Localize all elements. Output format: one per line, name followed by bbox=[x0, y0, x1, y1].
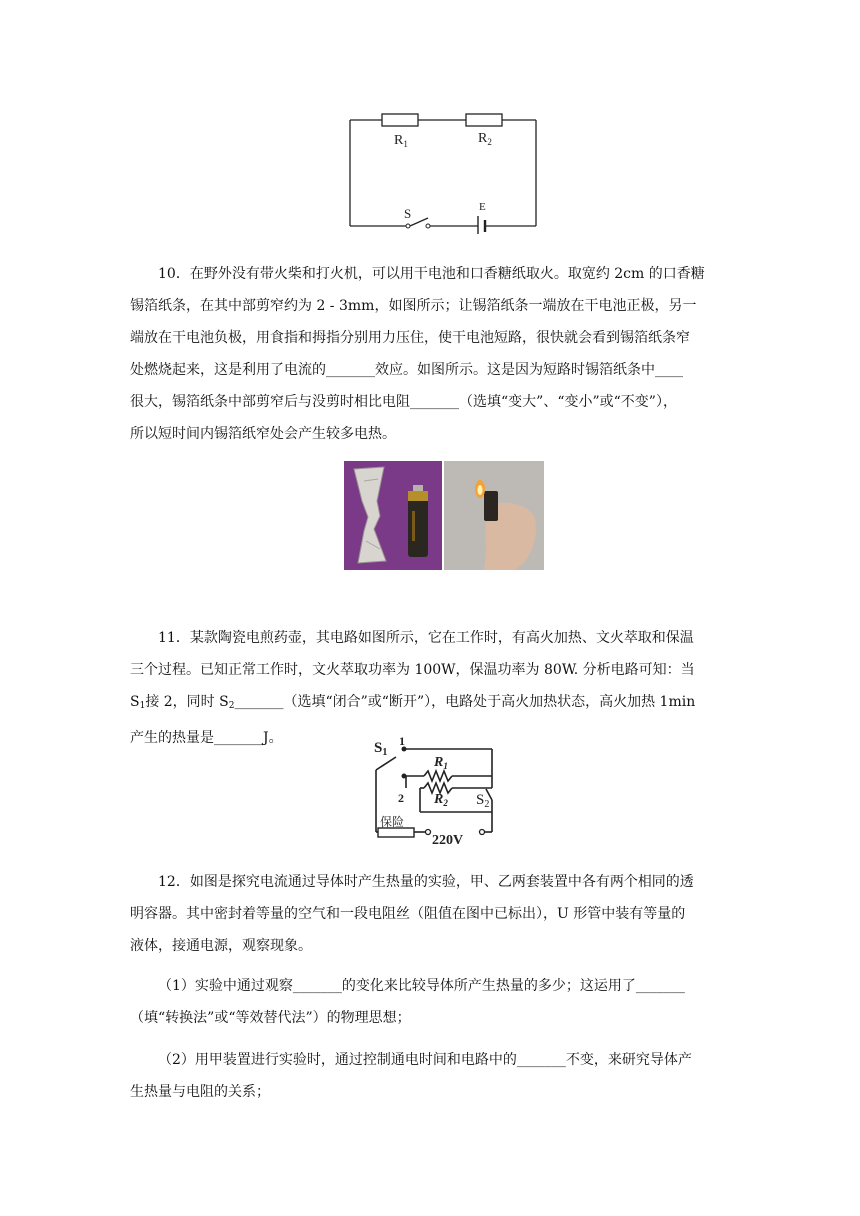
q10-line-6: 所以短时间内锡箔纸窄处会产生较多电热。 bbox=[130, 426, 396, 442]
fuse-label: 保险 bbox=[380, 815, 405, 829]
q12-part-2 bbox=[130, 1044, 730, 1108]
node-2-label: 2 bbox=[398, 791, 404, 805]
q12-line-2: 明容器。其中密封着等量的空气和一段电阻丝（阻值在图中已标出），U 形管中装有等量的 bbox=[130, 906, 686, 922]
r1-label: $R_1$ bbox=[434, 755, 448, 771]
foil-strip-image bbox=[344, 461, 442, 570]
q10-line-5: 很大，锡箔纸条中部剪窄后与没剪时相比电阻_______（选填“变大”、“变小”或“不变”）， bbox=[130, 394, 677, 410]
burning-foil-image bbox=[444, 461, 544, 570]
series-circuit-diagram bbox=[340, 106, 550, 234]
q10-line-2: 锡箔纸条，在其中部剪窄约为 2 - 3mm，如图所示；让锡箔纸条一端放在干电池正极，另一 bbox=[130, 298, 697, 314]
q12-part-1-line-1: （1）实验中通过观察_______的变化来比较导体所产生热量的多少；这运用了_______ bbox=[158, 978, 685, 994]
question-12 bbox=[130, 866, 730, 962]
q10-line-3: 端放在干电池负极，用食指和拇指分别用力压住，使干电池短路，很快就会看到锡箔纸条窄 bbox=[130, 330, 690, 346]
node-1-label: 1 bbox=[399, 734, 405, 748]
q12-line-1: 12．如图是探究电流通过导体时产生热量的实验，甲、乙两套装置中各有两个相同的透 bbox=[158, 874, 694, 890]
r2-label: $R_2$ bbox=[478, 131, 492, 147]
q11-line-2: 三个过程。已知正常工作时，文火萃取功率为 100W，保温功率为 80W. 分析电路可知：当 bbox=[130, 662, 695, 678]
node-2-dot bbox=[402, 774, 407, 779]
s1-label: $S_1$ bbox=[374, 740, 388, 758]
voltage-label: 220V bbox=[432, 833, 464, 848]
q11-line-1: 11．某款陶瓷电煎药壶，其电路如图所示，它在工作时，有高火加热、文火萃取和保温 bbox=[158, 630, 694, 646]
q11-line-4: 产生的热量是_______J。 bbox=[130, 730, 283, 746]
r2-label: $R_2$ bbox=[434, 792, 448, 808]
q12-part-2-line-2: 生热量与电阻的关系； bbox=[130, 1084, 270, 1100]
q10-line-4: 处燃烧起来，这是利用了电流的_______效应。如图所示。这是因为短路时锡箔纸条中____ bbox=[130, 362, 683, 378]
switch-contact-right bbox=[426, 224, 430, 228]
r1-label: $R_1$ bbox=[394, 133, 408, 149]
battery-label: E bbox=[479, 201, 486, 213]
battery-symbol bbox=[478, 216, 485, 234]
question-10 bbox=[130, 258, 730, 450]
foil-and-battery-photo bbox=[344, 461, 442, 570]
supply-terminal-left bbox=[426, 830, 431, 835]
resistor-r2-symbol bbox=[466, 114, 502, 126]
s2-label: $S_2$ bbox=[476, 792, 490, 810]
supply-terminal-right bbox=[480, 830, 485, 835]
q12-line-3: 液体，接通电源，观察现象。 bbox=[130, 938, 312, 954]
resistor-r1-symbol bbox=[382, 114, 418, 126]
q12-part-1-line-2: （填“转换法”或“等效替代法”）的物理思想； bbox=[130, 1010, 411, 1026]
q11-line-3: $S_1$接 2，同时 $S_2\_\_\_\_\_\_\_$（选填“闭合”或“断开”），电路处于高火加热状态，高火加热 1min bbox=[130, 694, 696, 711]
q12-part-1 bbox=[130, 970, 730, 1034]
burning-foil-photo bbox=[444, 461, 544, 570]
switch-contact-left bbox=[406, 224, 410, 228]
fuse-symbol bbox=[378, 828, 414, 837]
heating-circuit-diagram bbox=[366, 732, 504, 850]
q10-line-1: 10．在野外没有带火柴和打火机，可以用干电池和口香糖纸取火。取宽约 2cm 的口香糖 bbox=[158, 266, 705, 282]
switch-label: S bbox=[404, 206, 412, 221]
q12-part-2-line-1: （2）用甲装置进行实验时，通过控制通电时间和电路中的_______不变，来研究导体产 bbox=[158, 1052, 692, 1068]
